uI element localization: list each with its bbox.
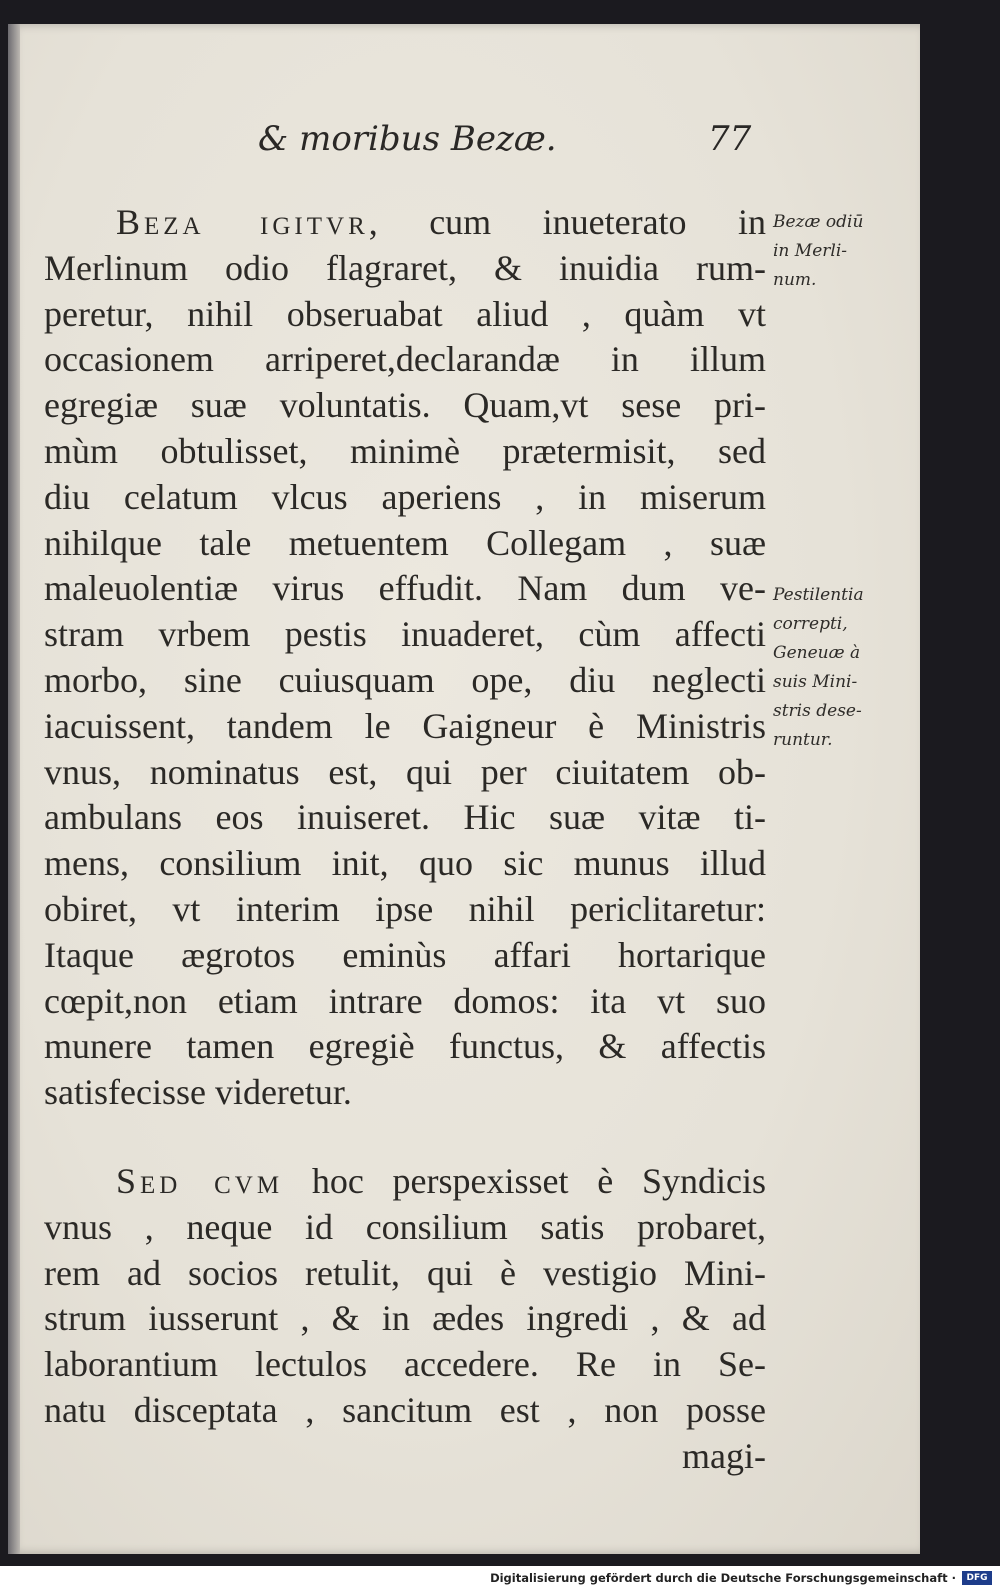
- marginal-note: [773, 581, 908, 755]
- text-line: strum iusserunt , & in ædes ingredi , & ad: [44, 1298, 766, 1339]
- text-line: occasionem arriperet,declarandæ in illum: [44, 339, 766, 380]
- marginal-note-line: num.: [773, 270, 817, 290]
- catchword: magi-: [682, 1435, 766, 1476]
- text-line: cœpit,non etiam intrare domos: ita vt suo: [44, 980, 766, 1021]
- running-head: & moribus Bezæ.: [258, 119, 557, 159]
- text-line: natu disceptata , sancitum est , non posse: [44, 1389, 766, 1430]
- text-line: vnus, nominatus est, qui per ciuitatem ob-: [44, 751, 766, 792]
- marginal-note-line: stris dese-: [773, 701, 862, 721]
- text-line: ambulans eos inuiseret. Hic suæ vitæ ti-: [44, 797, 766, 838]
- main-text: [44, 200, 766, 1480]
- marginal-note-line: suis Mini-: [773, 672, 858, 692]
- lead-words: Sed cvm: [116, 1160, 284, 1201]
- marginal-note-line: Geneuæ à: [773, 643, 861, 663]
- text-line: egregiæ suæ voluntatis. Quam,vt sese pri-: [44, 385, 766, 426]
- text-line: rem ad socios retulit, qui è vestigio Mini-: [44, 1252, 766, 1293]
- text-line: Merlinum odio flagraret, & inuidia rum-: [44, 247, 766, 288]
- text-line: maleuolentiæ virus effudit. Nam dum ve-: [44, 568, 766, 609]
- text-line: mens, consilium init, quo sic munus illud: [44, 843, 766, 884]
- text-line: Sed cvm hoc perspexisset è Syndicis: [116, 1160, 766, 1201]
- text-line: nihilque tale metuentem Collegam , suæ: [44, 522, 766, 563]
- paragraph-gap: [44, 1116, 766, 1159]
- marginal-note: [773, 208, 908, 295]
- digitization-footer: [0, 1566, 1000, 1594]
- text-line: satisfecisse videretur.: [44, 1072, 352, 1113]
- marginal-note-line: Pestilentia: [773, 585, 864, 605]
- text-line: morbo, sine cuiusquam ope, diu neglecti: [44, 659, 766, 700]
- text-line: stram vrbem pestis inuaderet, cùm affecti: [44, 614, 766, 655]
- page-number: 77: [708, 119, 752, 159]
- book-gutter: [8, 24, 20, 1554]
- text-line: vnus , neque id consilium satis probaret,: [44, 1206, 766, 1247]
- funding-credit: Digitalisierung gefördert durch die Deutsche Forschungsgemeinschaft ·: [490, 1571, 956, 1585]
- text-line: diu celatum vlcus aperiens , in miserum: [44, 476, 766, 517]
- marginal-note-line: Bezæ odiū: [773, 212, 864, 232]
- text-line: obiret, vt interim ipse nihil periclitaretur:: [44, 888, 766, 929]
- text-line: peretur, nihil obseruabat aliud , quàm vt: [44, 293, 766, 334]
- text-line: iacuissent, tandem le Gaigneur è Ministris: [44, 705, 766, 746]
- dfg-logo: DFG: [962, 1571, 992, 1585]
- marginal-note-line: correpti,: [773, 614, 848, 634]
- book-page: [8, 24, 920, 1554]
- text-line: laborantium lectulos accedere. Re in Se-: [44, 1344, 766, 1385]
- text-line: Itaque ægrotos eminùs affari hortarique: [44, 934, 766, 975]
- lead-words: Beza igitvr: [116, 202, 369, 242]
- marginal-note-line: in Merli-: [773, 241, 848, 261]
- marginal-note-line: runtur.: [773, 730, 833, 750]
- text-line: mùm obtulisset, minimè prætermisit, sed: [44, 430, 766, 471]
- text-line: munere tamen egregiè functus, & affectis: [44, 1026, 766, 1067]
- text-line: Beza igitvr, cum inueterato in: [116, 202, 767, 242]
